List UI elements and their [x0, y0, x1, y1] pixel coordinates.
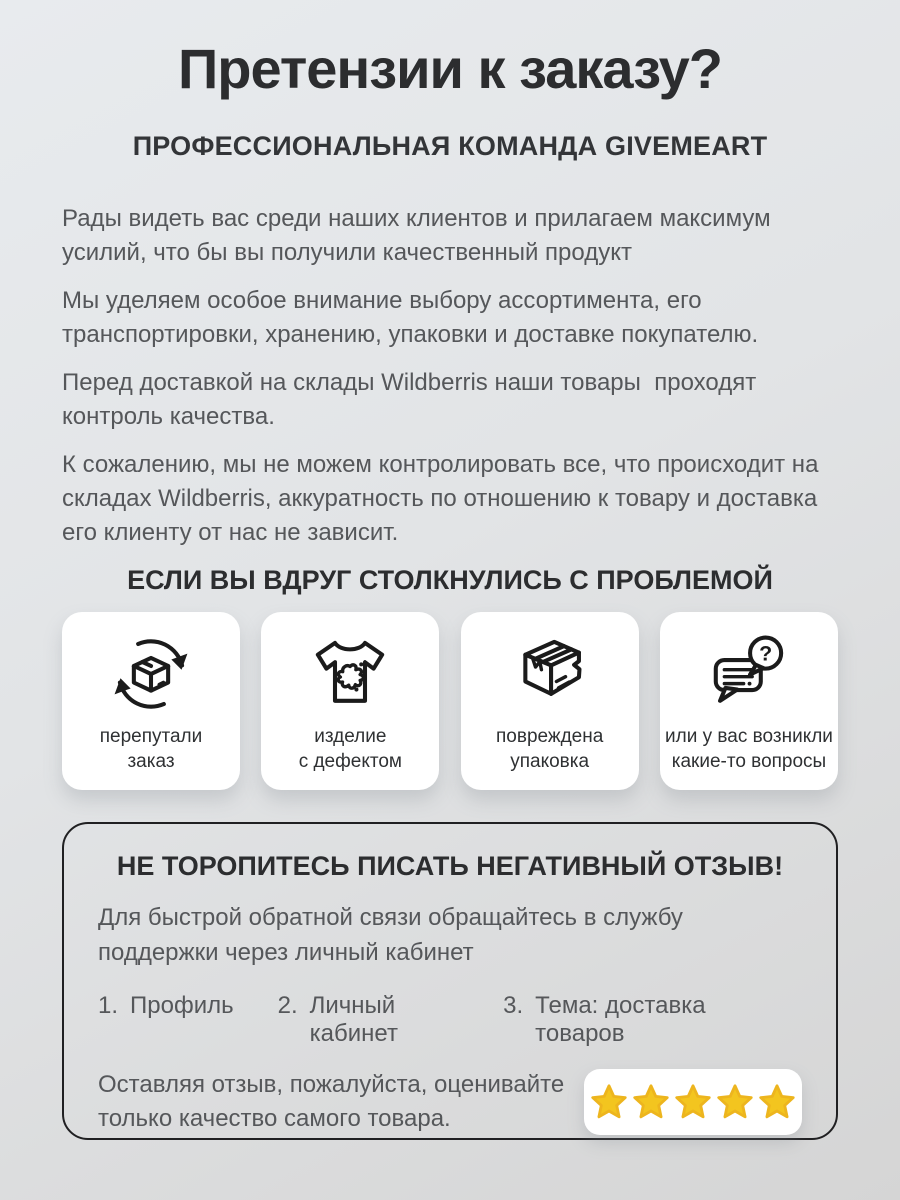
page-title: Претензии к заказу?: [178, 37, 722, 100]
text-line: изделие: [314, 726, 387, 747]
text-line: Рады видеть вас среди наших клиентов и прилагаем максимум: [62, 205, 771, 232]
card-label: [665, 724, 833, 774]
step-number: 3.: [503, 992, 524, 1019]
step-account: [278, 992, 460, 1048]
paragraph-attention: [62, 284, 850, 352]
problems-heading: ЕСЛИ ВЫ ВДРУГ СТОЛКНУЛИСЬ С ПРОБЛЕМОЙ: [127, 565, 773, 595]
step-topic: [503, 992, 758, 1048]
text-line: только качество самого товара.: [98, 1105, 451, 1132]
text-line: его клиенту от нас не зависит.: [62, 519, 399, 546]
card-label: [100, 724, 203, 774]
text-line: Мы уделяем особое внимание выбору ассортимента, его: [62, 287, 702, 314]
text-line: К сожалению, мы не можем контролировать все, что происходит на: [62, 451, 819, 478]
step-profile: [98, 992, 234, 1048]
text-line: или у вас возникли: [665, 726, 833, 747]
damaged-box-icon: [505, 626, 595, 722]
notice-body: [98, 900, 802, 970]
svg-text:?: ?: [759, 641, 773, 666]
star-icon: [758, 1083, 796, 1121]
text-line: поддержки через личный кабинет: [98, 939, 474, 966]
text-line: перепутали: [99, 726, 203, 747]
text-line: контроль качества.: [62, 403, 275, 430]
problem-cards-row: [62, 612, 838, 790]
star-icon: [632, 1083, 670, 1121]
text-line: заказ: [127, 751, 175, 772]
star-icon: [590, 1083, 628, 1121]
review-note: [98, 1068, 564, 1136]
box-exchange-icon: [106, 626, 196, 722]
card-questions: [660, 612, 838, 790]
card-label: [299, 724, 402, 774]
step-label: Личный кабинет: [309, 992, 398, 1047]
text-line: с дефектом: [298, 751, 402, 772]
paragraph-disclaimer: [62, 448, 850, 550]
card-wrong-order: [62, 612, 240, 790]
support-steps: [98, 992, 802, 1048]
step-label: Профиль: [130, 992, 234, 1019]
text-line: транспортировки, хранению, упаковки и доставке покупателю.: [62, 321, 759, 348]
star-icon: [674, 1083, 712, 1121]
notice-box: [62, 822, 838, 1140]
text-line: усилий, что бы вы получили качественный продукт: [62, 239, 632, 266]
step-number: 2.: [277, 992, 298, 1019]
paragraph-quality-control: [62, 366, 850, 434]
card-label: [496, 724, 603, 774]
text-line: упаковка: [510, 751, 590, 772]
text-line: Перед доставкой на склады Wildberris наши товары проходят: [62, 369, 757, 396]
card-defective-item: [261, 612, 439, 790]
text-line: складах Wildberris, аккуратность по отношению к товару и доставка: [62, 485, 818, 512]
star-icon: [716, 1083, 754, 1121]
paragraph-welcome: [62, 202, 850, 270]
page-subtitle: ПРОФЕССИОНАЛЬНАЯ КОМАНДА GIVEMEART: [132, 131, 768, 161]
step-number: 1.: [98, 992, 119, 1019]
text-line: повреждена: [496, 726, 604, 747]
tshirt-defect-icon: [305, 626, 395, 722]
step-label: Тема: доставка товаров: [535, 992, 706, 1047]
text-line: какие-то вопросы: [671, 751, 827, 772]
review-row: [98, 1068, 802, 1136]
rating-stars-panel: [584, 1069, 802, 1135]
card-damaged-packaging: [461, 612, 639, 790]
text-line: Оставляя отзыв, пожалуйста, оценивайте: [98, 1071, 565, 1098]
notice-heading: НЕ ТОРОПИТЕСЬ ПИСАТЬ НЕГАТИВНЫЙ ОТЗЫВ!: [116, 851, 784, 881]
intro-text-block: [62, 202, 850, 550]
question-chat-icon: [704, 626, 794, 722]
text-line: Для быстрой обратной связи обращайтесь в службу: [98, 904, 683, 931]
